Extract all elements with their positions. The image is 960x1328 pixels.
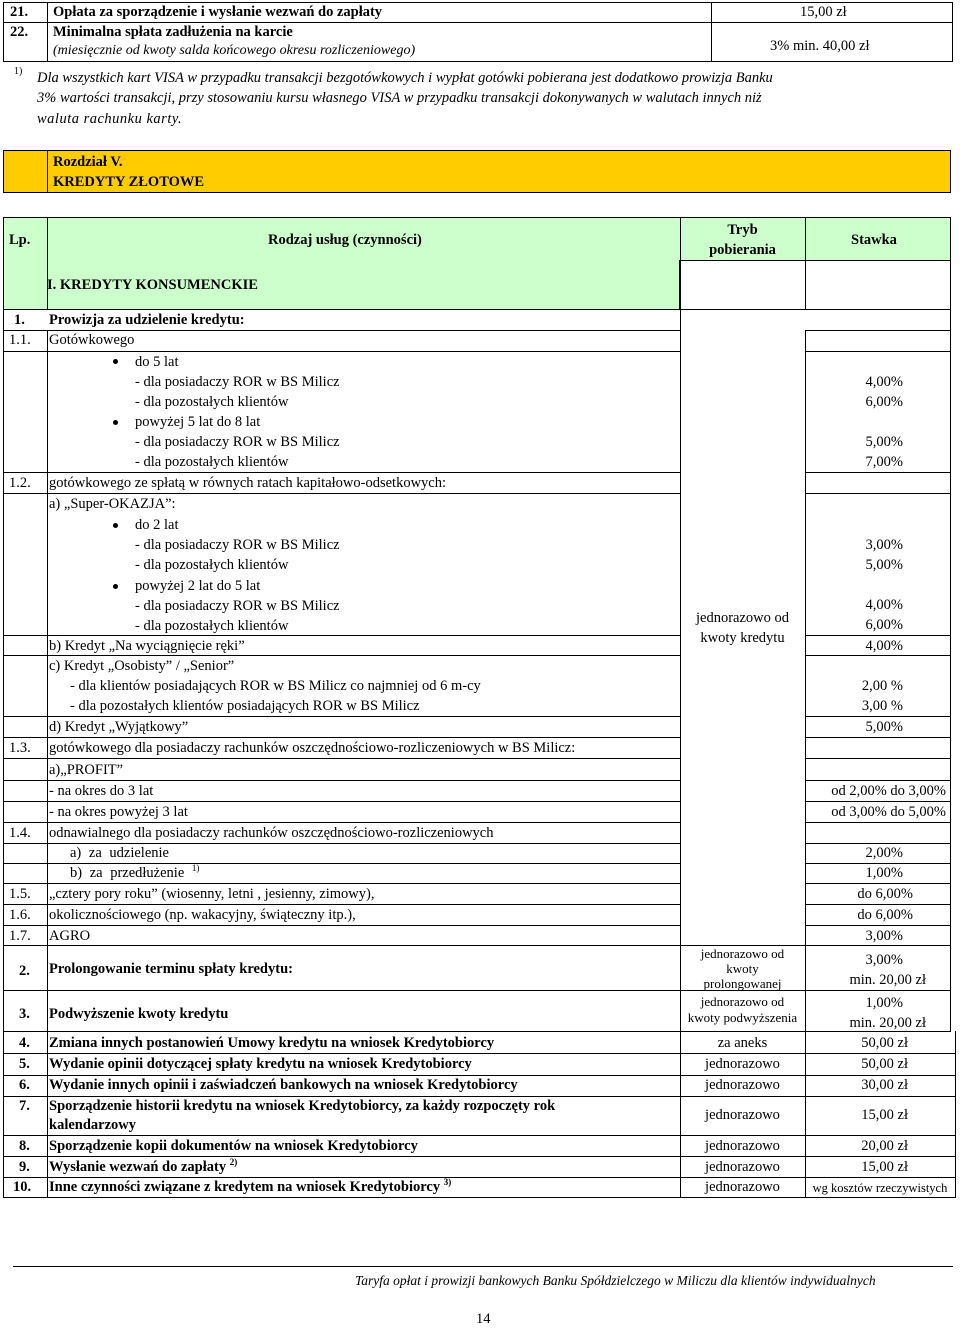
row-1-3-label: gotówkowego dla posiadaczy rachunków oszczędnościowo-rozliczeniowych w BS Milicz: [49,740,576,756]
row-8-rate: 20,00 zł [861,1138,908,1154]
row-1-2-label: gotówkowego ze spłatą w równych ratach kapitałowo-odsetkowych: [49,475,447,491]
header-mode-1: Tryb [727,222,758,238]
header-rate: Stawka [851,232,897,248]
row-10-num: 10. [13,1179,32,1195]
row-1-4-b-label [70,864,199,882]
row-1-1-b2-rate: 7,00% [865,454,903,470]
row-1-2-c2-label: - dla pozostałych klientów posiadających ROR w BS Milicz [70,698,420,714]
row-1-1-b1-rate: 5,00% [865,434,903,450]
row-2-mode-1: jednorazowo od [700,946,785,961]
row-1-2-d-rate: 5,00% [865,719,903,735]
row-9-num: 9. [19,1159,30,1175]
row-1-1-b-label: powyżej 5 lat do 8 lat [135,414,261,430]
row-2-mode-2: kwoty [726,961,759,976]
row-6-rate: 30,00 zł [861,1077,908,1093]
row-8-num: 8. [19,1138,30,1154]
row-1-6-label: okolicznościowego (np. wakacyjny, świąteczny itp.), [49,907,356,923]
row-2-rate-2: min. 20,00 zł [849,972,926,988]
row-1-2-a-ii2-rate: 6,00% [865,617,903,633]
row-1-4-b-sup: 1) [191,863,200,874]
row-9-mode: jednorazowo [705,1159,780,1175]
row-7-label: Sporządzenie historii kredytu na wniosek Kredytobiorcy, za każdy rozpoczęty rok [49,1098,556,1114]
row-1-4-b-rate: 1,00% [865,865,903,881]
row-1-2-a-ii2-label: - dla pozostałych klientów [135,618,289,634]
row-5-rate: 50,00 zł [861,1056,908,1072]
row-4-rate: 50,00 zł [861,1035,908,1051]
row-1-2-a-i1-rate: 3,00% [865,537,903,553]
row-1-2-a-label: a) „Super-OKAZJA”: [49,496,176,512]
header-service: Rodzaj usług (czynności) [268,232,422,248]
row-1-1-a2-rate: 6,00% [865,394,903,410]
row-1-2-a-i-label: do 2 lat [135,517,179,533]
row-1-1-label: Gotówkowego [49,332,135,348]
row-1-1-b1-label: - dla posiadaczy ROR w BS Milicz [135,434,340,450]
footer-text: Taryfa opłat i prowizji bankowych Banku Spółdzielczego w Miliczu dla klientów indywidualnych [355,1273,876,1288]
row-1-2-b-rate: 4,00% [865,638,903,654]
row-7-label-2: kalendarzowy [49,1117,136,1133]
subsection-title: I. KREDYTY KONSUMENCKIE [47,277,258,293]
section-title-1: Rozdział V. [53,154,123,170]
row-1-2-a-i2-rate: 5,00% [865,557,903,573]
row-1-1-a1-label: - dla posiadaczy ROR w BS Milicz [135,374,340,390]
row-1-2-c2-rate: 3,00 % [861,698,903,714]
section-title-2: KREDYTY ZŁOTOWE [53,174,205,190]
row-10-label [49,1178,451,1196]
row-1-num: 1. [14,312,25,328]
row-8-label: Sporządzenie kopii dokumentów na wniosek Kredytobiorcy [49,1138,418,1154]
row-1-3-a1-label: - na okres do 3 lat [49,783,154,799]
row-22-sublabel: (miesięcznie od kwoty salda końcowego okresu rozliczeniowego) [53,43,416,58]
row-10-mode: jednorazowo [705,1179,780,1195]
row-7-rate: 15,00 zł [861,1107,908,1123]
row-1-5-label: „cztery pory roku” (wiosenny, letni , jesienny, zimowy), [49,886,375,902]
row-1-7-num: 1.7. [9,928,31,944]
row-1-6-rate: do 6,00% [857,907,913,923]
row-1-2-a-ii1-label: - dla posiadaczy ROR w BS Milicz [135,598,340,614]
row-10-rate: wg kosztów rzeczywistych [812,1181,948,1195]
row-2-num: 2. [19,963,30,979]
row-1-2-a-ii1-rate: 4,00% [865,597,903,613]
row-1-4-label: odnawialnego dla posiadaczy rachunków oszczędnościowo-rozliczeniowych [49,825,494,841]
row-10-label-text: Inne czynności związane z kredytem na wniosek Kredytobiorcy [49,1179,441,1195]
footnote-1-line3: waluta rachunku karty. [37,111,183,127]
row-1-4-num: 1.4. [9,825,31,841]
row-9-label-text: Wysłanie wezwań do zapłaty [49,1159,227,1175]
row-22-num: 22. [10,24,29,40]
row-1-2-b-label: b) Kredyt „Na wyciągnięcie ręki” [49,638,245,654]
row-1-3-a2-rate: od 3,00% do 5,00% [831,804,946,820]
row-1-3-a1-rate: od 2,00% do 3,00% [831,783,946,799]
row-1-4-a-label: a) za udzielenie [70,845,169,861]
bullet-icon [113,420,118,425]
row-1-7-rate: 3,00% [865,928,903,944]
row-1-1-b2-label: - dla pozostałych klientów [135,454,289,470]
row-1-2-d-label: d) Kredyt „Wyjątkowy” [49,719,189,735]
row-21-label: Opłata za sporządzenie i wysłanie wezwań do zapłaty [53,4,383,20]
row-22-label: Minimalna spłata zadłużenia na karcie [53,24,293,40]
row-4-label: Zmiana innych postanowień Umowy kredytu na wniosek Kredytobiorcy [49,1035,495,1051]
row-1-4-a-rate: 2,00% [865,845,903,861]
footer-rule [13,1266,953,1267]
row-3-mode-1: jednorazowo od [700,994,785,1009]
row-9-label [49,1158,237,1176]
mode-merged-line2: kwoty kredytu [700,630,785,646]
row-2-label: Prolongowanie terminu spłaty kredytu: [49,961,293,977]
row-6-label: Wydanie innych opinii i zaświadczeń bankowych na wniosek Kredytobiorcy [49,1077,518,1093]
row-1-1-a-label: do 5 lat [135,354,179,370]
row-3-mode-2: kwoty podwyższenia [687,1010,798,1025]
row-1-2-a-i2-label: - dla pozostałych klientów [135,557,289,573]
row-6-num: 6. [19,1077,30,1093]
row-8-mode: jednorazowo [705,1138,780,1154]
row-1-3-a2-label: - na okres powyżej 3 lat [49,804,188,820]
row-1-5-rate: do 6,00% [857,886,913,902]
row-21-rate: 15,00 zł [800,4,847,20]
row-1-3-num: 1.3. [9,740,31,756]
row-1-4-b-text: b) za przedłużenie [70,865,185,881]
row-1-2-num: 1.2. [9,475,31,491]
row-7-mode: jednorazowo [705,1107,780,1123]
row-4-num: 4. [19,1035,30,1051]
row-4-mode: za aneks [717,1035,768,1051]
row-2-mode-3: prolongowanej [703,976,782,991]
row-1-2-a-i1-label: - dla posiadaczy ROR w BS Milicz [135,537,340,553]
row-6-mode: jednorazowo [705,1077,780,1093]
row-1-1-a1-rate: 4,00% [865,374,903,390]
row-9-rate: 15,00 zł [861,1159,908,1175]
row-5-num: 5. [19,1056,30,1072]
row-3-rate-2: min. 20,00 zł [849,1015,926,1031]
table-header [3,217,951,261]
row-1-2-c1-label: - dla klientów posiadających ROR w BS Milicz co najmniej od 6 m-cy [70,678,481,694]
row-1-3-a-label: a)„PROFIT” [49,762,124,778]
row-5-mode: jednorazowo [705,1056,780,1072]
row-1-6-num: 1.6. [9,907,31,923]
row-1-2-c-label: c) Kredyt „Osobisty” / „Senior” [49,658,235,674]
row-1-2-c1-rate: 2,00 % [861,678,903,694]
row-3-label: Podwyższenie kwoty kredytu [49,1006,229,1022]
row-7-num: 7. [19,1098,30,1114]
page-number: 14 [476,1311,491,1327]
footnote-1-mark: 1) [14,66,23,77]
footnote-1-line1: Dla wszystkich kart VISA w przypadku transakcji bezgotówkowych i wypłat gotówki pobierana jest dodatkowo prowizja Banku [37,70,773,86]
row-1-5-num: 1.5. [9,886,31,902]
row-1-label: Prowizja za udzielenie kredytu: [49,312,245,328]
bullet-icon [113,584,118,589]
row-3-num: 3. [19,1006,30,1022]
row-5-label: Wydanie opinii dotyczącej spłaty kredytu na wniosek Kredytobiorcy [49,1056,472,1072]
header-lp: Lp. [9,232,31,248]
mode-merged-line1: jednorazowo od [695,610,789,626]
row-3-rate-1: 1,00% [865,995,903,1011]
row-21-num: 21. [10,4,29,20]
bullet-icon [113,359,118,364]
row-1-2-a-ii-label: powyżej 2 lat do 5 lat [135,578,261,594]
row-1-1-num: 1.1. [9,332,31,348]
row-1-7-label: AGRO [49,928,91,944]
row-2-rate-1: 3,00% [865,952,903,968]
row-9-sup: 2) [229,1157,238,1168]
bullet-icon [113,523,118,528]
row-1-1-a2-label: - dla pozostałych klientów [135,394,289,410]
row-22-rate: 3% min. 40,00 zł [770,38,870,54]
row-10-sup: 3) [443,1177,452,1188]
footnote-1-line2: 3% wartości transakcji, przy stosowaniu kursu własnego VISA w przypadku transakcji dokonywanych w walutach innych niż [37,90,762,106]
header-mode-2: pobierania [709,242,776,258]
